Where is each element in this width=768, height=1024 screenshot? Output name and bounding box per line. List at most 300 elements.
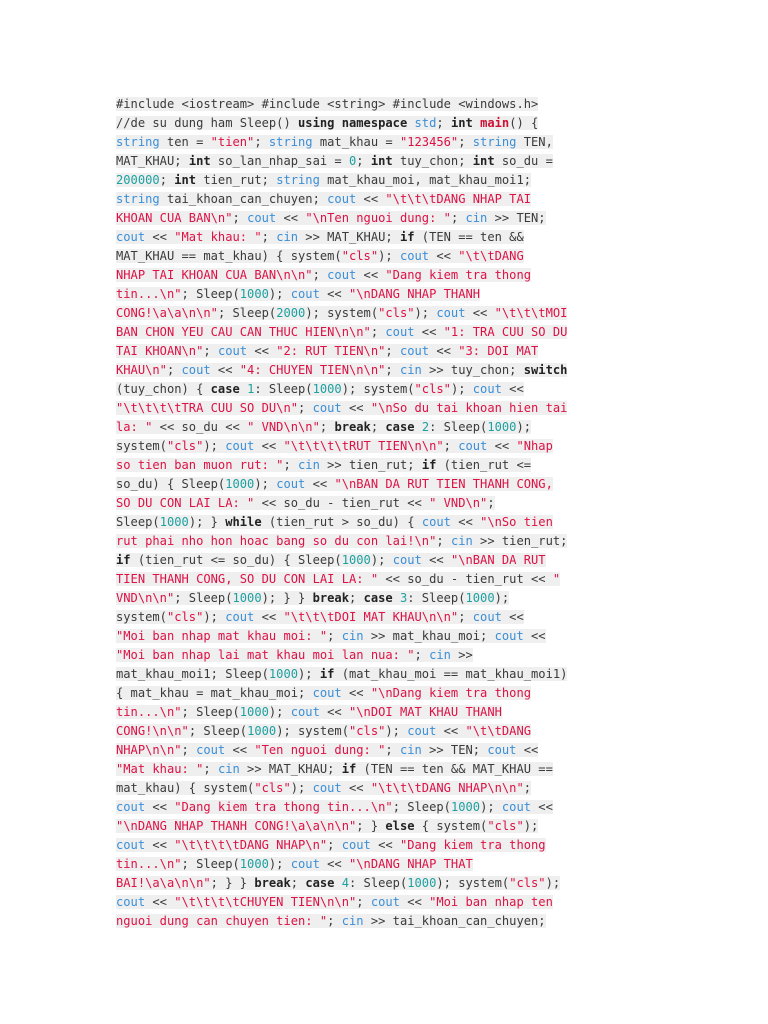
- code-token: rut phai nho hon hoac bang so du con lai!\n": [116, 534, 437, 548]
- code-token: system(: [116, 439, 167, 453]
- code-token: ;: [327, 629, 342, 643]
- code-token: <<: [399, 895, 430, 909]
- code-token: <<: [501, 610, 524, 624]
- code-line: [116, 532, 656, 551]
- code-line: [116, 228, 656, 247]
- code-line: [116, 912, 656, 931]
- code-line-highlight: [116, 211, 546, 225]
- code-token: "\nDANG NHAP THANH: [349, 287, 481, 301]
- code-line-highlight: [116, 363, 567, 377]
- code-line-highlight: [116, 838, 546, 852]
- code-token: "Nhap: [516, 439, 553, 453]
- code-line: [116, 266, 656, 285]
- code-line-highlight: [116, 306, 567, 320]
- code-line: [116, 380, 656, 399]
- code-line: [116, 684, 656, 703]
- code-token: case: [385, 420, 415, 434]
- code-token: <<: [254, 439, 284, 453]
- code-line: [116, 361, 656, 380]
- code-token: <<: [523, 629, 546, 643]
- code-line-highlight: [116, 686, 531, 700]
- code-token: std: [414, 116, 437, 130]
- code-token: "\nDOI MAT KHAU THANH: [349, 705, 502, 719]
- code-line-highlight: [116, 230, 524, 244]
- code-line-highlight: [116, 458, 531, 472]
- code-token: >> MAT_KHAU;: [298, 230, 400, 244]
- code-token: case: [305, 876, 335, 890]
- code-token: [240, 382, 247, 396]
- code-token: BAI!\a\a\n\n": [116, 876, 211, 890]
- code-token: (TEN == ten &&: [414, 230, 524, 244]
- code-token: 2: [421, 420, 430, 434]
- code-token: ": [552, 572, 561, 586]
- code-token: cin: [341, 914, 364, 928]
- code-token: (TEN == ten && MAT_KHAU ==: [356, 762, 553, 776]
- code-token: "4: CHUYEN TIEN\n\n": [239, 363, 386, 377]
- code-token: MAT_KHAU == mat_khau) { system(: [116, 249, 342, 263]
- code-token: (tien_rut <= so_du) { Sleep(: [130, 553, 342, 567]
- code-token: <<: [276, 211, 306, 225]
- code-token: );: [290, 781, 313, 795]
- code-token: ten =: [159, 135, 211, 149]
- code-token: ;: [312, 268, 328, 282]
- code-token: "\t\t\tMOI: [494, 306, 568, 320]
- code-token: );: [370, 553, 393, 567]
- code-token: "3: DOI MAT: [458, 344, 539, 358]
- code-token: );: [545, 876, 561, 890]
- code-line-highlight: [116, 819, 538, 833]
- code-token: ; } }: [210, 876, 255, 890]
- code-token: ;: [385, 743, 400, 757]
- code-line-highlight: [116, 610, 524, 624]
- code-token: <<: [254, 610, 284, 624]
- code-token: cout: [472, 382, 502, 396]
- code-line-highlight: [116, 325, 567, 339]
- code-token: while: [225, 515, 262, 529]
- code-token: ;: [327, 838, 342, 852]
- code-token: cin: [298, 458, 320, 472]
- code-token: "Mat khau: ": [174, 230, 262, 244]
- code-token: cout: [399, 249, 430, 263]
- code-token: );: [385, 724, 408, 738]
- code-token: ; Sleep(: [392, 800, 451, 814]
- code-token: break: [254, 876, 291, 890]
- code-line-highlight: [116, 857, 473, 871]
- code-line-highlight: [116, 743, 538, 757]
- code-token: cout: [501, 800, 532, 814]
- code-line: [116, 703, 656, 722]
- code-token: );: [480, 800, 502, 814]
- code-token: 1000: [247, 724, 277, 738]
- code-token: "cls": [166, 610, 204, 624]
- code-token: "1: TRA CUU SO DU: [443, 325, 568, 339]
- code-line-highlight: [116, 572, 560, 586]
- code-token: main: [480, 116, 510, 130]
- code-line: [116, 836, 656, 855]
- code-line-highlight: [116, 154, 553, 168]
- code-token: ;: [487, 496, 495, 510]
- code-token: );: [203, 610, 226, 624]
- code-token: ;: [298, 401, 313, 415]
- code-line: [116, 437, 656, 456]
- code-token: ); system(: [276, 724, 349, 738]
- code-token: "\t\t\t\tRUT TIEN\n\n": [283, 439, 444, 453]
- code-token: ; Sleep(: [181, 287, 240, 301]
- code-token: <<: [145, 230, 175, 244]
- code-token: cout: [392, 553, 422, 567]
- code-line: [116, 399, 656, 418]
- code-token: int: [450, 116, 473, 130]
- code-token: >>: [450, 648, 473, 662]
- code-token: int: [370, 154, 393, 168]
- code-token: );: [268, 857, 291, 871]
- code-token: >> TEN;: [487, 211, 546, 225]
- code-token: KHOAN CUA BAN\n": [116, 211, 233, 225]
- code-line-highlight: [116, 876, 560, 890]
- code-token: cout: [327, 192, 357, 206]
- code-token: "\nTen nguoi dung: ": [305, 211, 451, 225]
- code-line: [116, 475, 656, 494]
- code-token: ); } }: [261, 591, 313, 605]
- code-token: ); system(: [305, 306, 379, 320]
- code-line-highlight: [116, 553, 546, 567]
- code-token: so_du =: [494, 154, 553, 168]
- code-token: so_du) { Sleep(: [116, 477, 226, 491]
- code-line: [116, 190, 656, 209]
- code-token: string: [268, 135, 313, 149]
- code-token: cin: [450, 534, 473, 548]
- code-token: <<: [465, 306, 495, 320]
- code-token: ); system(: [436, 876, 510, 890]
- code-token: << so_du - tien_rut <<: [378, 572, 553, 586]
- code-token: ;: [523, 781, 532, 795]
- code-token: ;: [414, 648, 430, 662]
- code-token: using: [298, 116, 335, 130]
- code-token: cout: [421, 515, 451, 529]
- code-token: "\nBAN DA RUT: [450, 553, 546, 567]
- code-token: (tuy_chon) {: [116, 382, 211, 396]
- code-token: "\nDang kiem tra thong: [370, 686, 532, 700]
- code-line-highlight: [116, 629, 546, 643]
- code-line-highlight: [116, 800, 553, 814]
- code-token: );: [268, 705, 291, 719]
- code-token: cout: [225, 610, 255, 624]
- code-token: <<: [145, 895, 175, 909]
- code-token: cout: [407, 724, 437, 738]
- code-token: <<: [356, 268, 386, 282]
- code-token: 3: [399, 591, 408, 605]
- code-token: { system(: [414, 819, 488, 833]
- code-token: >> tai_khoan_can_chuyen;: [363, 914, 546, 928]
- code-token: ); }: [188, 515, 226, 529]
- code-token: );: [268, 287, 291, 301]
- code-token: "\t\t\tDOI MAT KHAU\n\n": [283, 610, 459, 624]
- code-token: int: [188, 154, 211, 168]
- code-token: : Sleep(: [349, 876, 408, 890]
- code-token: );: [494, 591, 510, 605]
- code-line-highlight: [116, 781, 531, 795]
- code-token: ;: [349, 591, 364, 605]
- code-line-highlight: [116, 249, 524, 263]
- code-token: cout: [327, 268, 357, 282]
- code-token: la: ": [116, 420, 153, 434]
- code-token: "\t\tDANG: [458, 249, 524, 263]
- code-token: 1: [247, 382, 255, 396]
- code-token: break: [334, 420, 371, 434]
- code-token: cout: [312, 686, 342, 700]
- code-line: [116, 323, 656, 342]
- code-token: ;: [290, 876, 306, 890]
- code-token: 1000: [232, 591, 262, 605]
- code-line: [116, 418, 656, 437]
- code-token: if: [341, 762, 357, 776]
- code-token: "\nSo du tai khoan hien tai: [370, 401, 568, 415]
- code-line: [116, 304, 656, 323]
- code-token: <<: [370, 838, 400, 852]
- code-line-highlight: [116, 895, 553, 909]
- code-token: "Mat khau: ": [116, 762, 204, 776]
- code-token: cout: [116, 895, 146, 909]
- code-token: 2000: [276, 306, 306, 320]
- code-line-highlight: [116, 914, 546, 928]
- code-token: <<: [356, 192, 386, 206]
- code-token: ;: [327, 914, 342, 928]
- code-line: [116, 209, 656, 228]
- code-token: ; Sleep(: [174, 591, 233, 605]
- code-line: [116, 760, 656, 779]
- code-token: cout: [116, 838, 146, 852]
- code-token: "cls": [378, 306, 415, 320]
- code-token: "\t\t\tDANG NHAP\n\n": [370, 781, 524, 795]
- code-token: cin: [341, 629, 364, 643]
- code-token: << so_du <<: [152, 420, 248, 434]
- code-token: ;: [436, 534, 451, 548]
- code-line-highlight: [116, 135, 553, 149]
- code-token: string: [472, 135, 517, 149]
- code-token: so_lan_nhap_sai =: [210, 154, 349, 168]
- code-token: <<: [421, 553, 451, 567]
- code-token: tin...\n": [116, 705, 182, 719]
- code-token: );: [516, 420, 532, 434]
- code-token: VND\n\n": [116, 591, 175, 605]
- code-token: else: [385, 819, 415, 833]
- code-token: mat_khau =: [312, 135, 400, 149]
- code-token: 1000: [312, 382, 342, 396]
- code-token: string: [116, 192, 160, 206]
- code-token: ; Sleep(: [181, 857, 240, 871]
- code-listing: [116, 95, 656, 931]
- code-line-highlight: [116, 173, 531, 187]
- code-token: mat_khau_moi1; Sleep(: [116, 667, 269, 681]
- code-token: "tien": [210, 135, 255, 149]
- code-token: << so_du - tien_rut <<: [254, 496, 430, 510]
- code-token: : Sleep(: [254, 382, 313, 396]
- code-token: ;: [283, 458, 299, 472]
- code-token: "\t\t\t\tTRA CUU SO DU\n": [116, 401, 299, 415]
- code-line-highlight: [116, 496, 495, 510]
- code-token: tin...\n": [116, 857, 182, 871]
- code-line-highlight: [116, 724, 531, 738]
- code-token: cout: [116, 230, 146, 244]
- code-token: TAI KHOAN\n": [116, 344, 204, 358]
- code-token: cout: [196, 743, 226, 757]
- code-line: [116, 494, 656, 513]
- code-token: cout: [399, 344, 430, 358]
- code-token: cout: [290, 705, 320, 719]
- code-token: system(: [116, 610, 167, 624]
- code-token: NHAP\n\n": [116, 743, 182, 757]
- code-token: cout: [217, 344, 248, 358]
- code-token: <<: [414, 325, 444, 339]
- code-token: ;: [261, 230, 277, 244]
- code-token: { mat_khau = mat_khau_moi;: [116, 686, 313, 700]
- code-line: [116, 665, 656, 684]
- code-token: "\nDANG NHAP THANH CONG!\a\a\n\n": [116, 819, 357, 833]
- code-token: 1000: [487, 420, 517, 434]
- code-token: SO DU CON LAI LA: ": [116, 496, 255, 510]
- code-line: [116, 456, 656, 475]
- code-token: NHAP TAI KHOAN CUA BAN\n\n": [116, 268, 313, 282]
- code-token: [473, 116, 480, 130]
- code-token: <<: [531, 800, 553, 814]
- code-token: "2: RUT TIEN\n": [276, 344, 386, 358]
- code-line-highlight: [116, 705, 502, 719]
- code-token: ; }: [356, 819, 386, 833]
- code-token: <<: [145, 800, 175, 814]
- code-token: int: [174, 173, 197, 187]
- code-token: <<: [305, 477, 335, 491]
- code-token: cout: [276, 477, 306, 491]
- code-line: [116, 798, 656, 817]
- code-token: cout: [312, 401, 342, 415]
- code-token: <<: [487, 439, 517, 453]
- code-token: ); system(: [341, 382, 415, 396]
- code-token: );: [414, 306, 437, 320]
- code-token: <<: [436, 724, 466, 738]
- code-token: >> MAT_KHAU;: [239, 762, 342, 776]
- code-token: cout: [494, 629, 524, 643]
- code-line: [116, 874, 656, 893]
- code-token: ;: [385, 344, 400, 358]
- code-token: <<: [501, 382, 524, 396]
- code-line-highlight: [116, 97, 538, 111]
- code-token: () {: [509, 116, 539, 130]
- code-token: : Sleep(: [407, 591, 466, 605]
- code-token: if: [116, 553, 131, 567]
- code-token: ;: [356, 154, 371, 168]
- code-token: ; Sleep(: [188, 724, 248, 738]
- code-token: "Moi ban nhap mat khau moi: ": [116, 629, 328, 643]
- code-line: [116, 551, 656, 570]
- code-token: <<: [516, 743, 539, 757]
- code-line: [116, 114, 656, 133]
- code-token: ;: [254, 135, 269, 149]
- code-token: 1000: [239, 857, 269, 871]
- code-line: [116, 513, 656, 532]
- code-token: );: [203, 439, 226, 453]
- code-line-highlight: [116, 515, 553, 529]
- code-line-highlight: [116, 344, 538, 358]
- code-line: [116, 589, 656, 608]
- code-token: cin: [399, 743, 422, 757]
- code-token: );: [298, 667, 320, 681]
- code-token: case: [210, 382, 240, 396]
- code-token: <<: [210, 363, 240, 377]
- code-token: 1000: [450, 800, 481, 814]
- code-token: namespace: [341, 116, 408, 130]
- code-token: nguoi dung can chuyen tien: ": [116, 914, 328, 928]
- code-token: ;: [319, 420, 335, 434]
- code-token: "Dang kiem tra thong tin...\n": [174, 800, 393, 814]
- code-token: cin: [276, 230, 299, 244]
- code-token: MAT_KHAU;: [116, 154, 189, 168]
- code-token: 1000: [225, 477, 255, 491]
- code-line-highlight: [116, 287, 480, 301]
- code-token: cout: [312, 781, 342, 795]
- code-token: <<: [225, 743, 255, 757]
- code-line: [116, 247, 656, 266]
- code-token: 200000: [116, 173, 160, 187]
- code-line: [116, 133, 656, 152]
- code-token: <<: [450, 515, 481, 529]
- code-token: ;: [203, 344, 218, 358]
- code-token: 1000: [268, 667, 299, 681]
- code-line: [116, 893, 656, 912]
- code-token: tai_khoan_can_chuyen;: [159, 192, 328, 206]
- code-token: ; Sleep(: [217, 306, 277, 320]
- code-token: "\t\t\t\tDANG NHAP\n": [174, 838, 328, 852]
- code-token: "cls": [254, 781, 291, 795]
- code-token: <<: [429, 249, 459, 263]
- code-token: "Moi ban nhap ten: [429, 895, 553, 909]
- code-token: : Sleep(: [429, 420, 488, 434]
- code-line: [116, 627, 656, 646]
- code-token: cin: [465, 211, 488, 225]
- code-token: TEN,: [516, 135, 553, 149]
- code-token: cout: [181, 363, 211, 377]
- code-token: ;: [356, 895, 371, 909]
- code-token: );: [523, 819, 539, 833]
- code-line-highlight: [116, 477, 553, 491]
- code-line-highlight: [116, 591, 509, 605]
- code-line: [116, 152, 656, 171]
- code-line: [116, 722, 656, 741]
- code-line: [116, 741, 656, 760]
- code-line-highlight: [116, 116, 538, 130]
- code-token: <<: [247, 344, 277, 358]
- code-token: <<: [319, 287, 349, 301]
- code-token: ;: [443, 439, 459, 453]
- code-line: [116, 608, 656, 627]
- code-token: cout: [116, 800, 146, 814]
- code-token: cout: [458, 439, 488, 453]
- code-token: ;: [436, 116, 451, 130]
- code-token: int: [472, 154, 495, 168]
- code-token: "cls": [166, 439, 204, 453]
- code-token: (tien_rut > so_du) {: [261, 515, 422, 529]
- code-token: "cls": [509, 876, 546, 890]
- code-token: " VND\n": [429, 496, 488, 510]
- code-line-highlight: [116, 268, 531, 282]
- code-line: [116, 95, 656, 114]
- code-token: "cls": [341, 249, 379, 263]
- code-token: cin: [399, 363, 422, 377]
- code-token: >> mat_khau_moi;: [363, 629, 495, 643]
- code-token: cout: [487, 743, 517, 757]
- code-token: <<: [319, 857, 349, 871]
- code-token: string: [276, 173, 320, 187]
- code-token: ;: [166, 363, 182, 377]
